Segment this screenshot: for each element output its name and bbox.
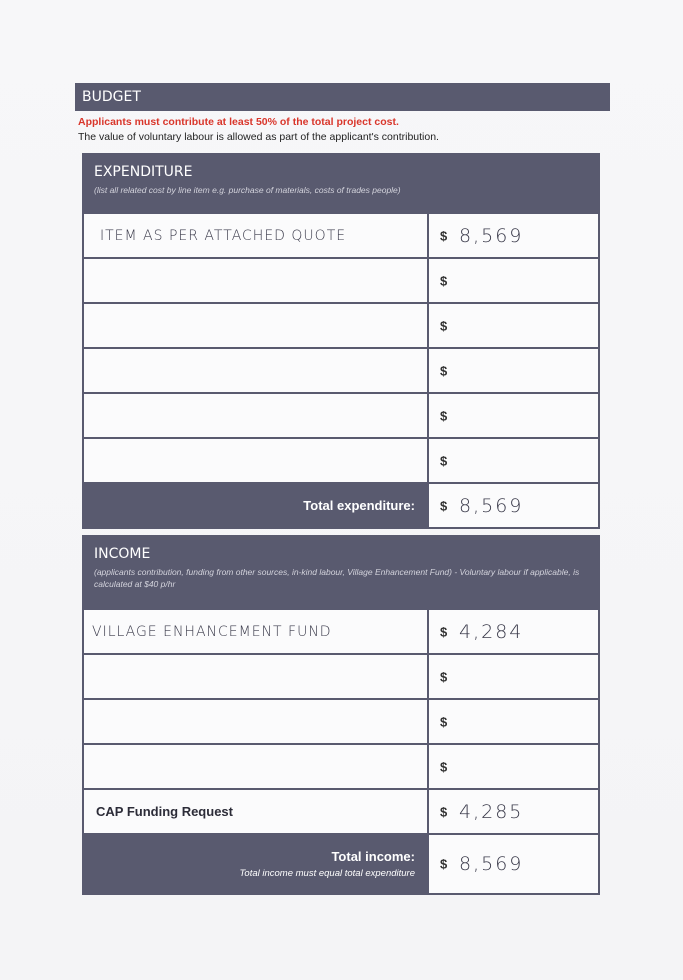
table-row — [83, 438, 599, 483]
expenditure-amount-1[interactable] — [428, 213, 599, 258]
income-description-4[interactable] — [83, 744, 428, 789]
income-amount-3[interactable] — [428, 699, 599, 744]
table-row — [83, 699, 599, 744]
table-row — [83, 834, 599, 894]
table-row — [83, 654, 599, 699]
expenditure-header — [82, 153, 600, 213]
expenditure-title: EXPENDITURE — [94, 164, 193, 180]
expenditure-description-5[interactable] — [83, 393, 428, 438]
total-expenditure-label: Total expenditure: — [83, 483, 428, 528]
table-row — [83, 393, 599, 438]
handwritten-entry: ITEM AS PER ATTACHED QUOTE — [100, 227, 347, 244]
dollar-sign: $ — [440, 498, 448, 513]
dollar-sign: $ — [440, 318, 448, 333]
table-row — [83, 348, 599, 393]
contribution-warning: Applicants must contribute at least 50% of the total project cost. — [78, 116, 399, 128]
table-row — [83, 744, 599, 789]
income-description-1[interactable] — [83, 609, 428, 654]
cap-funding-amount[interactable] — [428, 789, 599, 834]
income-subtitle: (applicants contribution, funding from other sources, in-kind labour, Village Enhancement Fund) - Voluntary labour if applicable, is calculated at $40 p/hr — [94, 567, 580, 589]
cap-funding-label-cell — [83, 789, 428, 834]
income-table — [82, 608, 600, 895]
dollar-sign: $ — [440, 273, 448, 288]
dollar-sign: $ — [440, 228, 448, 243]
table-row — [83, 258, 599, 303]
table-row — [83, 213, 599, 258]
total-income-label-cell — [83, 834, 428, 894]
total-income-amount[interactable] — [428, 834, 599, 894]
handwritten-amount: 8,569 — [459, 853, 524, 875]
budget-header — [75, 83, 610, 111]
table-row — [83, 303, 599, 348]
income-amount-1[interactable] — [428, 609, 599, 654]
expenditure-amount-5[interactable] — [428, 393, 599, 438]
expenditure-table — [82, 212, 600, 529]
handwritten-amount: 8,569 — [459, 224, 524, 247]
expenditure-description-6[interactable] — [83, 438, 428, 483]
expenditure-description-3[interactable] — [83, 303, 428, 348]
total-income-note: Total income must equal total expenditure — [239, 868, 415, 879]
total-expenditure-amount[interactable] — [428, 483, 599, 528]
dollar-sign: $ — [440, 363, 448, 378]
dollar-sign: $ — [440, 804, 448, 819]
income-amount-2[interactable] — [428, 654, 599, 699]
table-row — [83, 609, 599, 654]
income-description-2[interactable] — [83, 654, 428, 699]
cap-funding-label: CAP Funding Request — [96, 803, 233, 819]
expenditure-amount-2[interactable] — [428, 258, 599, 303]
budget-title: BUDGET — [82, 89, 141, 105]
expenditure-amount-6[interactable] — [428, 438, 599, 483]
dollar-sign: $ — [440, 759, 448, 774]
table-row — [83, 789, 599, 834]
handwritten-entry: VILLAGE ENHANCEMENT FUND — [92, 623, 332, 640]
dollar-sign: $ — [440, 856, 448, 872]
expenditure-description-2[interactable] — [83, 258, 428, 303]
dollar-sign: $ — [440, 453, 448, 468]
handwritten-amount: 4,284 — [459, 620, 524, 643]
income-amount-4[interactable] — [428, 744, 599, 789]
expenditure-amount-3[interactable] — [428, 303, 599, 348]
income-header — [82, 535, 600, 609]
dollar-sign: $ — [440, 669, 448, 684]
handwritten-amount: 8,569 — [459, 494, 524, 517]
expenditure-description-1[interactable] — [83, 213, 428, 258]
handwritten-amount: 4,285 — [459, 800, 524, 823]
dollar-sign: $ — [440, 624, 448, 639]
expenditure-subtitle: (list all related cost by line item e.g. purchase of materials, costs of trades people) — [94, 185, 401, 195]
total-income-label: Total income: — [331, 849, 415, 864]
income-description-3[interactable] — [83, 699, 428, 744]
expenditure-amount-4[interactable] — [428, 348, 599, 393]
voluntary-labour-note: The value of voluntary labour is allowed as part of the applicant's contribution. — [78, 131, 439, 143]
income-title: INCOME — [94, 546, 151, 562]
dollar-sign: $ — [440, 714, 448, 729]
expenditure-description-4[interactable] — [83, 348, 428, 393]
table-row — [83, 483, 599, 528]
dollar-sign: $ — [440, 408, 448, 423]
